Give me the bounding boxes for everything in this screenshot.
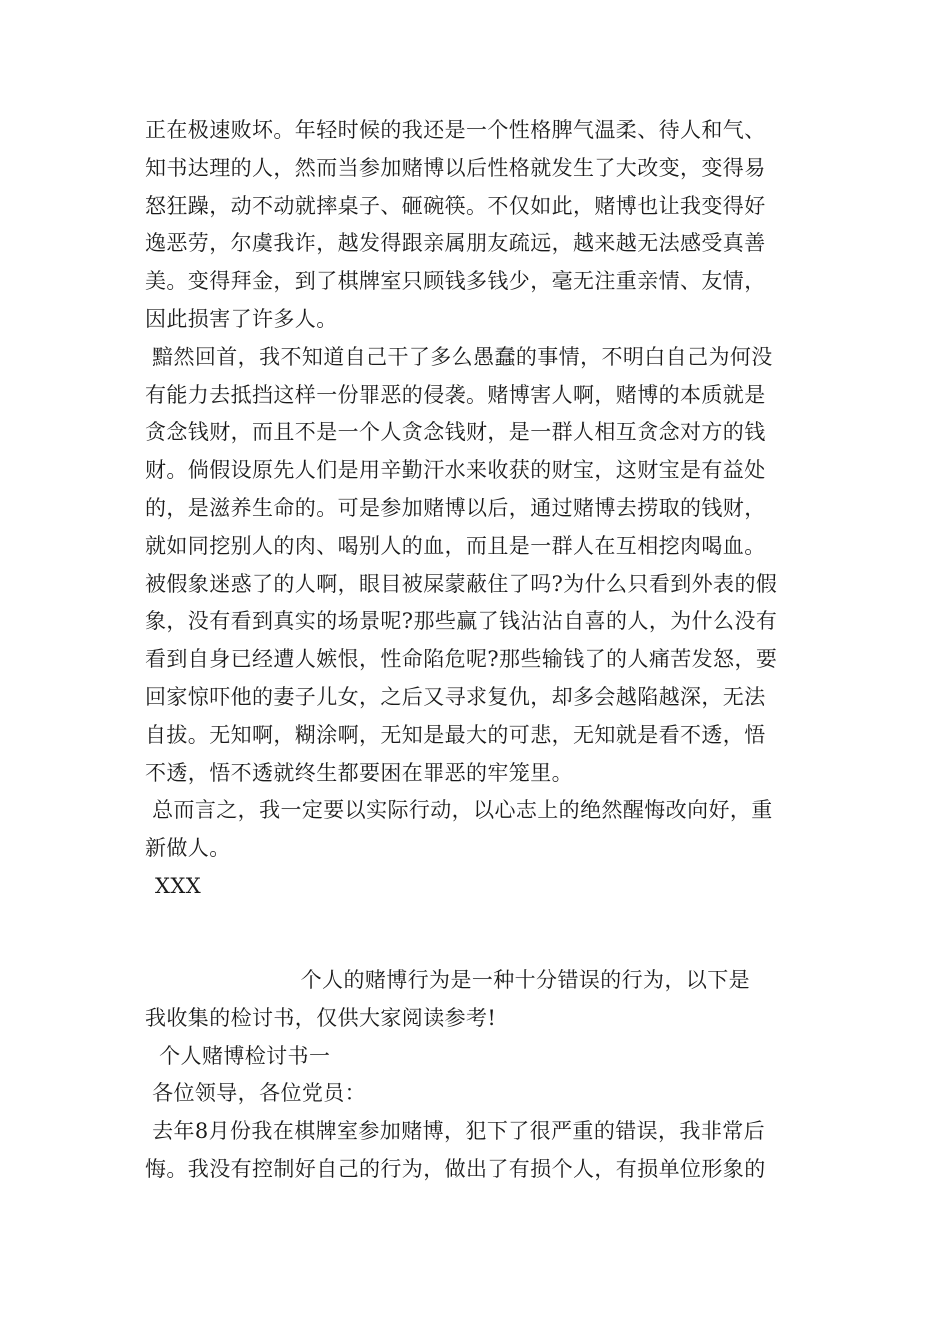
body-text-section-1 (145, 112, 809, 906)
text-line: 正在极速败坏。年轻时候的我还是一个性格脾气温柔、待人和气、 (145, 118, 766, 142)
text-line: 财。倘假设原先人们是用辛勤汗水来收获的财宝，这财宝是有益处 (145, 458, 766, 483)
text-line: 的，是滋养生命的。可是参加赌博以后，通过赌博去捞取的钱财， (145, 495, 766, 520)
text-line: 怒狂躁，动不动就摔桌子、砸碗筷。不仅如此，赌博也让我变得好 (145, 193, 766, 218)
text-line: 总而言之，我一定要以实际行动，以心志上的绝然醒悔改向好，重 (145, 798, 773, 823)
text-line: 因此损害了许多人。 (145, 306, 338, 331)
text-line: 象，没有看到真实的场景呢?那些赢了钱沾沾自喜的人，为什么没有 (145, 609, 778, 634)
text-line: 知书达理的人，然而当参加赌博以后性格就发生了大改变，变得易 (145, 155, 766, 180)
text-line: 回家惊吓他的妻子儿女，之后又寻求复仇，却多会越陷越深，无法 (145, 684, 766, 709)
section-heading: 个人赌博检讨书一 (145, 1043, 331, 1068)
text-line: 贪念钱财，而且不是一个人贪念钱财，是一群人相互贪念对方的钱 (145, 420, 766, 445)
text-line: 被假象迷惑了的人啊，眼目被屎蒙蔽住了吗?为什么只看到外表的假 (145, 571, 778, 596)
text-line: 个人的赌博行为是一种十分错误的行为，以下是 (145, 968, 751, 992)
text-line: 有能力去抵挡这样一份罪恶的侵袭。赌博害人啊，赌博的本质就是 (145, 382, 766, 407)
text-line: 不透，悟不透就终生都要困在罪恶的牢笼里。 (145, 760, 573, 785)
salutation: 各位领导，各位党员： (145, 1081, 367, 1106)
text-line: 新做人。 (145, 836, 231, 861)
text-line: 我收集的检讨书，仅供大家阅读参考! (145, 1005, 497, 1030)
text-line: 去年8月份我在棋牌室参加赌博，犯下了很严重的错误，我非常后 (145, 1119, 766, 1144)
text-line: 逸恶劳，尔虞我诈，越发得跟亲属朋友疏远，越来越无法感受真善 (145, 231, 766, 256)
signature: XXX (155, 873, 202, 898)
text-line: 悔。我没有控制好自己的行为，做出了有损个人，有损单位形象的 (145, 1156, 766, 1181)
text-line: 黯然回首，我不知道自己干了多么愚蠢的事情，不明白自己为何没 (145, 344, 773, 369)
text-line: 看到自身已经遭人嫉恨，性命陷危呢?那些输钱了的人痛苦发怒，要 (145, 647, 778, 672)
text-line: 就如同挖别人的肉、喝别人的血，而且是一群人在互相挖肉喝血。 (145, 533, 766, 558)
text-line: 自拔。无知啊，糊涂啊，无知是最大的可悲，无知就是看不透，悟 (145, 722, 766, 747)
body-text-section-2 (145, 962, 809, 1189)
text-line: 美。变得拜金，到了棋牌室只顾钱多钱少，毫无注重亲情、友情， (145, 269, 766, 294)
